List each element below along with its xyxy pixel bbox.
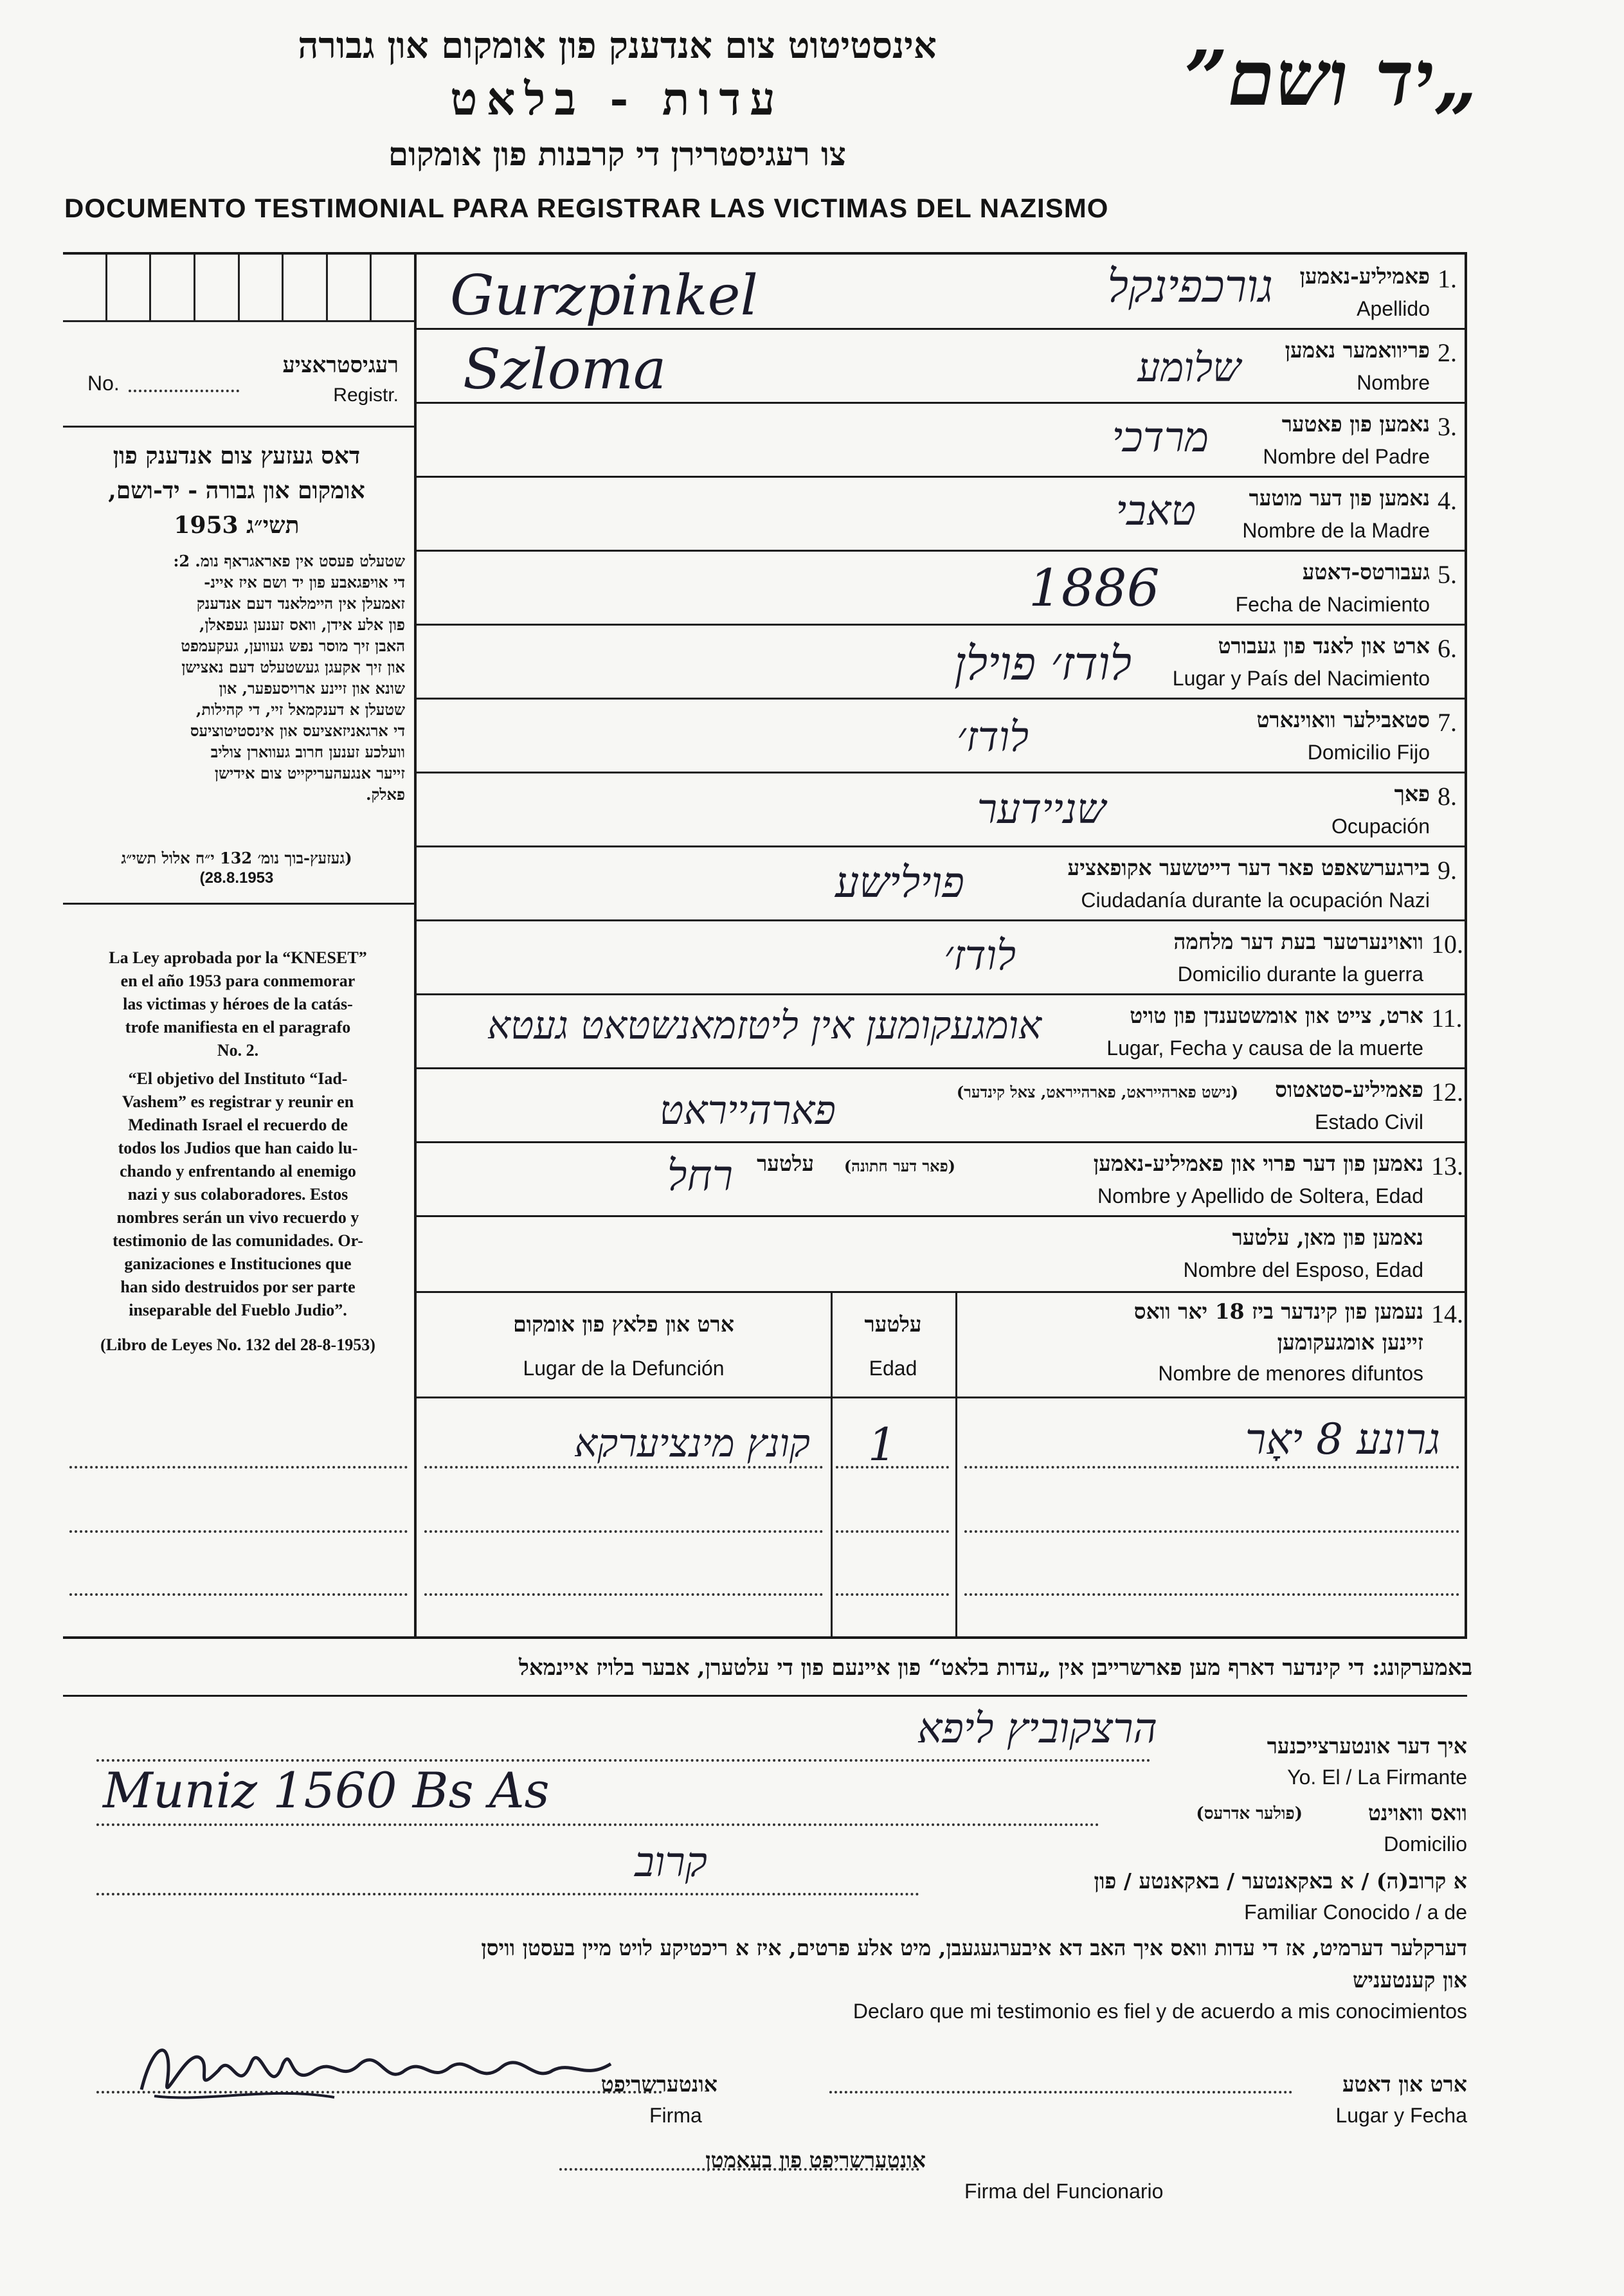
field-row-divider <box>414 476 1467 478</box>
law-es-line: Vashem” es registrar y reunir en <box>122 1092 354 1111</box>
minors-row-line <box>69 1530 408 1533</box>
field-row-divider <box>414 1215 1467 1217</box>
field-row-divider <box>414 402 1467 404</box>
wife-name-value[interactable]: רחל <box>667 1151 733 1200</box>
field-label-yiddish: בירגערשאפט פאר דער דייטשער אקופאציע <box>1067 855 1430 880</box>
law-es-line: trofe manifiesta en el paragrafo <box>125 1018 351 1036</box>
law-es-line: en el año 1953 para conmemorar <box>120 972 356 990</box>
field-row-divider <box>414 624 1467 626</box>
declaration-yiddish-2: און קענטעניש <box>1353 1967 1467 1993</box>
law-es-line: “El objetivo del Instituto “Iad- <box>128 1069 348 1088</box>
minors-row-line <box>964 1466 1459 1469</box>
field-label-spanish: Ocupación <box>1331 815 1430 838</box>
law-es-line: han sido destruidos por ser parte <box>120 1278 356 1296</box>
signature-label-spanish: Firma <box>649 2104 702 2127</box>
law-es-line: nazi y sus colaboradores. Estos <box>127 1185 348 1204</box>
law-es-ref: (Libro de Leyes No. 132 del 28-8-1953) <box>100 1335 375 1354</box>
birth-date-value[interactable]: 1886 <box>1029 558 1160 618</box>
frame-right <box>1465 252 1467 1638</box>
field-row-divider <box>414 1291 1467 1293</box>
law-es-line: inseparable del Fueblo Judio”. <box>129 1301 347 1319</box>
field-label-spanish: Lugar, Fecha y causa de la muerte <box>1106 1036 1423 1060</box>
field-row-divider <box>414 328 1467 330</box>
law-yiddish-line: פון אלע אידן, וואס זענען געפאלן, <box>199 615 405 634</box>
law-es-line: Medinath Israel el recuerdo de <box>128 1116 348 1134</box>
relative-label-spanish: Familiar Conocido / a de <box>1244 1901 1467 1924</box>
law-es-line: No. 2. <box>217 1041 259 1060</box>
address-field-line <box>96 1823 1099 1826</box>
field-label-spanish: Nombre del Esposo, Edad <box>1183 1258 1423 1281</box>
signature-label-yiddish: אונטערשריפט <box>600 2072 717 2097</box>
law-es-line: chando y enfrentando al enemigo <box>120 1162 356 1180</box>
reg-no-field[interactable] <box>129 390 239 392</box>
signer-name-value[interactable]: הרצקוביץ ליפא <box>917 1705 1157 1753</box>
field-label-spanish: Estado Civil <box>1315 1110 1423 1134</box>
law-es-line: nombres serán un vivo recuerdo y <box>116 1208 359 1227</box>
frame-bottom <box>63 1636 1467 1639</box>
law-yiddish-line: די ארגאניזאציעס און אינסטיטוציעס <box>190 721 405 740</box>
minors-age-spanish: Edad <box>869 1357 917 1380</box>
field-label-spanish: Domicilio Fijo <box>1307 741 1430 764</box>
law-es-text <box>71 946 405 1357</box>
minors-header-divider <box>414 1397 1467 1398</box>
address-label-spanish: Domicilio <box>1384 1832 1467 1856</box>
field-label-yiddish: פריוואמער נאמען <box>1285 338 1430 363</box>
field-note-yiddish: (נישט פארהייראט, פארהייראט, צאל קינדער) <box>956 1083 1238 1101</box>
law-heading-line: דאס געזעץ צום אנדענק פון <box>113 442 361 469</box>
law-es-line: testimonio de las comunidades. Or- <box>113 1231 363 1250</box>
reg-no-label: No. <box>87 372 120 395</box>
minors-age-yiddish: עלטער <box>864 1312 922 1337</box>
field-number: 3. <box>1438 412 1457 441</box>
field-number: 5. <box>1438 560 1457 589</box>
father-name-value[interactable]: מרדכי <box>1112 414 1209 462</box>
declaration-spanish: Declaro que mi testimonio es fiel y de acuerdo a mis conocimientos <box>853 2000 1467 2023</box>
field-row-divider <box>414 919 1467 921</box>
field-number: 10. <box>1431 930 1463 959</box>
address-note-yiddish: (פולער אדרעס) <box>1196 1804 1303 1823</box>
field-label-yiddish: ארט, צייט און אומשטענדן פון טויט <box>1130 1003 1423 1028</box>
field-number: 2. <box>1438 338 1457 367</box>
minors-place-spanish: Lugar de la Defunción <box>523 1357 725 1380</box>
field-label-yiddish: נאמען פון דער מוטער <box>1249 485 1430 511</box>
field-number: 13. <box>1431 1152 1463 1180</box>
field-row-divider <box>414 772 1467 773</box>
minors-col-divider <box>955 1291 957 1636</box>
field-number: 11. <box>1431 1004 1463 1033</box>
sidebar-divider <box>414 252 417 1638</box>
field-number: 6. <box>1438 634 1457 663</box>
mother-name-value[interactable]: טאבי <box>1115 487 1196 535</box>
birth-place-value[interactable]: לודז׳ פוילן <box>954 637 1132 691</box>
field-row-divider <box>414 698 1467 700</box>
field-number: 4. <box>1438 486 1457 515</box>
official-signature-label-spanish: Firma del Funcionario <box>964 2180 1164 2203</box>
minors-row-line <box>424 1530 823 1533</box>
minors-row-line <box>69 1466 408 1469</box>
law-heading <box>69 438 404 543</box>
minor-name-value[interactable]: גרונע 8 יאָר <box>1245 1415 1440 1464</box>
minors-place-yiddish: ארט און פלאץ פון אומקום <box>513 1312 734 1337</box>
field-label-spanish: Nombre <box>1357 371 1430 394</box>
law-yiddish-line: האבן זיך מוסר נפש געווען, געקעמפט <box>181 637 405 655</box>
field-row-divider <box>414 550 1467 552</box>
field-label-yiddish: וואוינערטער בעת דער מלחמה <box>1173 929 1423 954</box>
field-row-divider <box>414 1067 1467 1069</box>
law-es-line: todos los Judios que han caido lu- <box>118 1139 358 1157</box>
field-number: 7. <box>1438 708 1457 737</box>
law-yiddish-line: די אויפגאבע פון יד ושם איז איינ- <box>204 573 405 592</box>
field-label-yiddish: ארט און לאנד פון געבורט <box>1218 633 1430 658</box>
field-label-yiddish: פאמיליע-סטאטוס <box>1275 1077 1423 1102</box>
law-yiddish-line: שטעלן א דענקמאל זיי, די קהילות, <box>195 700 405 719</box>
place-date-field-line[interactable] <box>829 2091 1292 2093</box>
occupation-value[interactable]: שניידער <box>977 786 1106 833</box>
minors-row-line <box>964 1593 1459 1596</box>
field-number: 9. <box>1438 856 1457 885</box>
wartime-residence-value[interactable]: לודז׳ <box>944 932 1016 980</box>
citizenship-value[interactable]: פוילישע <box>835 858 964 907</box>
eydes-blat-title: עדות - בלאט <box>450 72 784 125</box>
law-yiddish-ref: (געזעץ-בוך נומ׳ 132 י״ח אלול תשי״ג <box>121 849 352 867</box>
field-label-spanish: Nombre de la Madre <box>1242 519 1430 542</box>
law-es-line: las victimas y héroes de la catás- <box>123 995 353 1013</box>
minor-age-value[interactable]: 1 <box>868 1418 897 1471</box>
signer-label-yiddish: איך דער אונטערצייכנער <box>1267 1733 1467 1758</box>
field-label-yiddish: פאך <box>1394 781 1430 806</box>
relative-label-yiddish: א קרוב(ה) / א באקאנטער / באקאנטע / פון <box>1094 1868 1467 1894</box>
law-yiddish-line: זייער אנגעהעריקייט צום אידישן <box>214 764 405 782</box>
minors-label-yiddish: נעמען פון קינדער ביז 18 יאר וואס <box>1133 1299 1423 1324</box>
place-date-label-spanish: Lugar y Fecha <box>1335 2104 1467 2127</box>
sidebar-sep-1 <box>63 426 414 428</box>
address-value[interactable]: Muniz 1560 Bs As <box>103 1762 550 1819</box>
field-label-spanish: Domicilio durante la guerra <box>1177 963 1423 986</box>
address-label-yiddish: וואס וואוינט <box>1367 1800 1467 1825</box>
field-label-yiddish: פאמיליע-נאמען <box>1299 264 1430 289</box>
sidebar-sep-2 <box>63 903 414 905</box>
minor-place-value[interactable]: קונץ מינציערקא <box>574 1421 810 1466</box>
field-number: 14. <box>1431 1299 1463 1328</box>
permanent-residence-value[interactable]: לודז׳ <box>957 714 1029 761</box>
field-label-spanish: Nombre y Apellido de Soltera, Edad <box>1097 1184 1423 1207</box>
law-yiddish-line: זאמעלן אין היימלאנד דעם אנדענק <box>196 594 405 613</box>
surname-value-yiddish[interactable]: גורכפינקל <box>1107 260 1273 312</box>
field-note-yiddish: (פאר דער חתונה) <box>844 1157 955 1175</box>
field-label-yiddish: נאמען פון פאטער <box>1281 411 1430 437</box>
law-yiddish-line: שטעלט פעסט אין פאראגראף נומ. 2: <box>173 552 405 570</box>
field-label-yiddish: נאמען פון דער פרוי און פאמיליע-נאמען <box>1093 1151 1423 1176</box>
minors-note: באמערקונג: די קינדער דארף מען פארשרייבן אין „עדות בלאט“ פון איינעם פון די עלטערן, אבער בלויז איינמאל <box>518 1655 1472 1681</box>
reg-yiddish-label: רעגיסטראציע <box>282 352 399 378</box>
field-row-divider <box>414 1141 1467 1143</box>
law-heading-line: תשי״ג 1953 <box>174 512 300 539</box>
minors-row-line <box>964 1530 1459 1533</box>
witness-signature[interactable] <box>129 2025 630 2115</box>
signer-label-spanish: Yo. El / La Firmante <box>1287 1766 1467 1789</box>
surname-value-latin[interactable]: Gurzpinkel <box>450 264 758 328</box>
law-yiddish-line: וועלכע זענען חרוב געווארן צוליב <box>210 743 405 761</box>
relative-value[interactable]: קרוב <box>635 1839 707 1886</box>
first-name-value-yiddish[interactable]: שלומע <box>1137 344 1241 391</box>
minors-row-line <box>836 1530 949 1533</box>
relative-field-line <box>96 1893 919 1895</box>
field-number: 12. <box>1431 1078 1463 1107</box>
minors-col-divider <box>831 1291 833 1636</box>
law-yiddish-line: שונא און זיינע ארויסעפער, און <box>219 679 405 698</box>
declaration-yiddish-1: דערקלער דערמיט, אז די עדות וואס איך האב דא איבערגעגעבן, מיט אלע פרטים, איז א ריכטיקע לויט מיין בעסטן וויסן <box>481 1935 1467 1960</box>
spanish-title: DOCUMENTO TESTIMONIAL PARA REGISTRAR LAS VICTIMAS DEL NAZISMO <box>64 193 1109 223</box>
minors-row-line <box>424 1466 823 1469</box>
yad-vashem-logo: „יד ושם” <box>1184 33 1478 123</box>
field-row-divider <box>414 845 1467 847</box>
first-name-value-latin[interactable]: Szloma <box>463 338 667 402</box>
minors-label-spanish: Nombre de menores difuntos <box>1158 1362 1423 1385</box>
marital-status-value[interactable]: פארהייראט <box>659 1087 836 1134</box>
field-label-spanish: Lugar y País del Nacimiento <box>1172 667 1430 690</box>
minors-row-line <box>836 1593 949 1596</box>
institute-heading: אינסטיטוט צום אנדענק פון אומקום און גבורה <box>298 24 937 67</box>
minors-row-line <box>424 1593 823 1596</box>
field-label-spanish: Apellido <box>1357 297 1430 320</box>
field-label-yiddish: סטאבילער וואוינארט <box>1256 707 1430 732</box>
register-heading: צו רעגיסטרירן די קרבנות פון אומקום <box>388 135 847 173</box>
field-number: 8. <box>1438 782 1457 811</box>
official-signature-field-line[interactable] <box>559 2168 919 2171</box>
law-es-line: La Ley aprobada por la “KNESET” <box>109 948 367 967</box>
law-yiddish-line: און זיך אקעגן געשטעלט דעם נאצישן <box>181 658 405 676</box>
field-row-divider <box>414 993 1467 995</box>
minors-row-line <box>69 1593 408 1596</box>
official-signature-label-yiddish: אונטערשריפט פון בעאמטן <box>705 2147 926 2173</box>
registration-boxes <box>63 255 414 322</box>
law-yiddish-text <box>68 550 405 805</box>
field-label-spanish: Fecha de Nacimiento <box>1235 593 1430 616</box>
field-age-label-yiddish: עלטער <box>757 1151 814 1176</box>
minors-label-yiddish-2: זיינען אומגעקומען <box>1277 1330 1423 1355</box>
field-number: 1. <box>1438 264 1457 293</box>
reg-es-label: Registr. <box>333 384 399 406</box>
field-label-yiddish: געבורטס-דאטע <box>1302 559 1430 584</box>
law-es-line: ganizaciones e Instituciones que <box>124 1254 352 1273</box>
note-underline <box>63 1695 1467 1697</box>
law-heading-line: אומקום און גבורה - יד-ושם, <box>108 477 365 504</box>
field-label-spanish: Ciudadanía durante la ocupación Nazi <box>1081 889 1430 912</box>
place-date-label-yiddish: ארט און דאטע <box>1342 2072 1467 2097</box>
law-yiddish-line: פאלק. <box>366 785 405 804</box>
law-yiddish-date: (28.8.1953 <box>199 869 274 887</box>
death-details-value[interactable]: אומגעקומען אין ליטזמאנשטאט געטא <box>487 1003 1042 1048</box>
field-label-yiddish: נאמען פון מאן, עלטער <box>1232 1225 1423 1250</box>
field-label-spanish: Nombre del Padre <box>1263 445 1430 468</box>
